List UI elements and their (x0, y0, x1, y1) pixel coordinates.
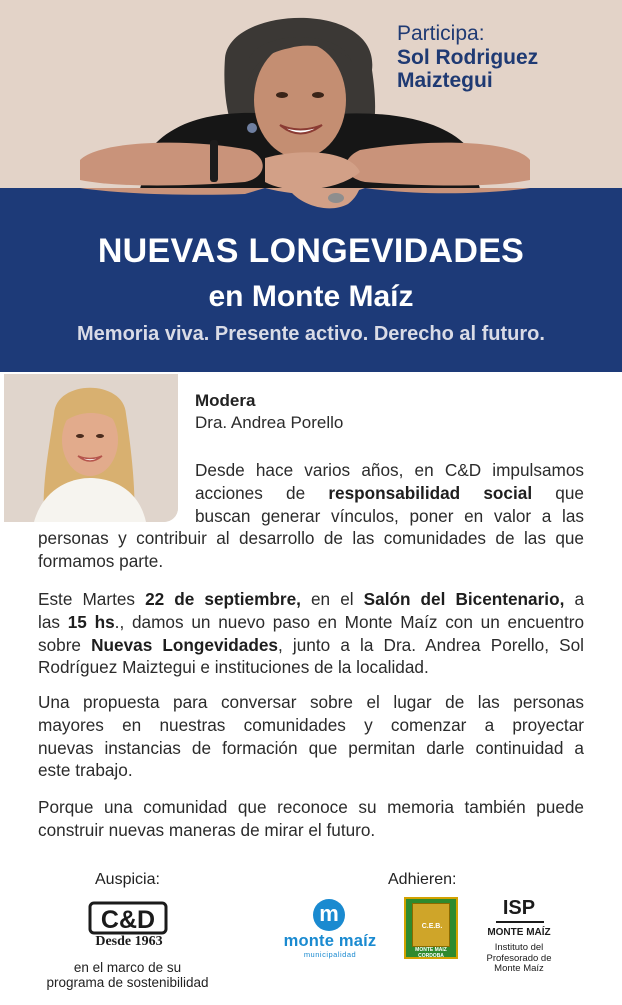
supporters-label: Adhieren: (388, 871, 457, 888)
closing-paragraph (38, 796, 584, 842)
text-line: personas y contribuir al desarrollo de las comunidades de las que (38, 528, 584, 548)
ceb-caption-line: MONTE MAIZ (415, 947, 447, 953)
text-line (38, 588, 584, 611)
event-topic: Nuevas Longevidades (91, 634, 278, 655)
ceb-caption-line: CORDOBA (418, 952, 444, 959)
ceb-caption (406, 948, 456, 959)
text-run: , junto a la Dra. Andrea Porello, Sol (278, 634, 584, 655)
text-line: Desde hace varios años, en C&D impulsamos (195, 460, 584, 480)
text-run: acciones de (195, 482, 306, 503)
sponsor-label: Auspicia: (95, 871, 160, 888)
event-tagline: Memoria viva. Presente activo. Derecho al futuro. (77, 323, 545, 345)
text-line (195, 482, 584, 505)
text-line: mayores en nuestras comunidades y comenzar a proyectar (38, 714, 584, 735)
isp-city: MONTE MAÍZ (487, 927, 551, 938)
event-title-line2: en Monte Maíz (208, 280, 414, 313)
text-line: buscan generar vínculos, poner en valor a las (195, 505, 584, 526)
moderator-photo (4, 374, 178, 522)
text-run: que (555, 482, 584, 503)
isp-line: Monte Maíz (494, 963, 544, 974)
text-line: nuevas instancias de formación que permitan darle continuidad a (38, 737, 584, 758)
isp-line: Instituto del (494, 942, 544, 953)
participant-credit (397, 22, 538, 93)
monte-maiz-name: monte maíz (283, 932, 377, 950)
hero-banner (0, 0, 622, 188)
text-line: Una propuesta para conversar sobre el lugar de las personas (38, 692, 584, 712)
event-title-line1: NUEVAS LONGEVIDADES (97, 232, 525, 270)
cd-since: Desde 1963 (95, 934, 163, 949)
moderator-name: Dra. Andrea Porello (195, 413, 344, 432)
isp-institution (476, 943, 562, 975)
text-run: sobre (38, 634, 92, 655)
text-line (38, 634, 584, 657)
intro-paragraph-full (38, 527, 584, 573)
proposal-paragraph (38, 691, 584, 782)
intro-paragraph-indented (195, 459, 584, 527)
event-venue: Salón del Bicentenario, (363, 589, 565, 609)
text-run: Este Martes (38, 589, 146, 609)
event-details-paragraph (38, 588, 584, 679)
note-line: en el marco de su (73, 960, 182, 975)
ceb-emblem (412, 903, 450, 947)
isp-logo: ISP (502, 897, 536, 919)
cd-logo-text: C&D (100, 906, 156, 934)
event-date: 22 de septiembre, (145, 589, 301, 609)
text-line: Porque una comunidad que reconoce su memoria también puede (38, 797, 584, 817)
sustainability-note (35, 961, 220, 990)
participant-name-line1: Sol Rodriguez (397, 45, 539, 69)
isp-line: Profesorado de (486, 952, 552, 964)
highlight-responsabilidad-social: responsabilidad social (328, 482, 533, 503)
text-line: formamos parte. (38, 550, 164, 571)
event-time: 15 hs (67, 611, 115, 632)
text-run: las (38, 611, 68, 632)
text-line (38, 611, 584, 634)
text-run: a (564, 589, 584, 609)
text-run: en el (300, 589, 364, 609)
text-run: ., damos un nuevo paso en Monte Maíz con un encuentro (114, 611, 585, 632)
participant-hands (60, 188, 550, 228)
participa-label: Participa: (397, 22, 485, 45)
participant-name-line2: Maiztegui (397, 69, 493, 93)
ceb-label: C.E.B. (421, 923, 443, 930)
text-line: Rodríguez Maiztegui e instituciones de la localidad. (38, 657, 429, 678)
note-line: programa de sostenibilidad (46, 974, 209, 990)
isp-underline (496, 921, 544, 923)
text-line: este trabajo. (38, 760, 133, 781)
moderator-label: Modera (195, 391, 256, 410)
text-line: construir nuevas maneras de mirar el futuro. (38, 819, 376, 840)
ceb-logo (404, 897, 458, 959)
monte-maiz-sub: municipalidad (303, 950, 357, 959)
monte-maiz-icon: m (313, 899, 345, 931)
